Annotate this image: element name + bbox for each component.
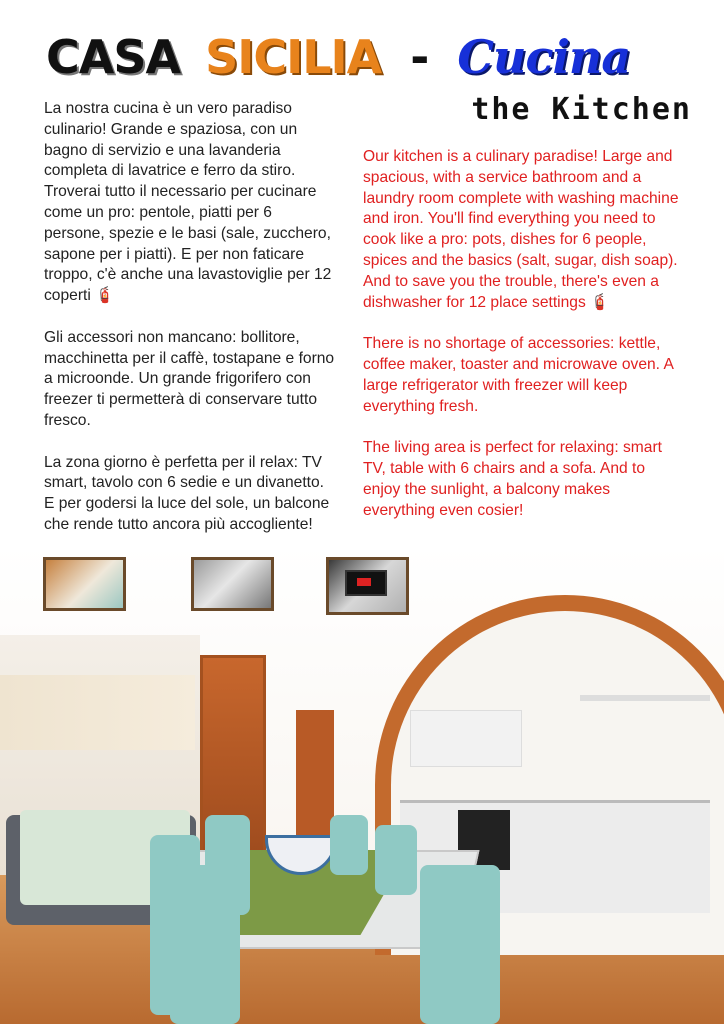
wall-painting (0, 675, 195, 750)
italian-description (44, 99, 336, 557)
page-subtitle: the Kitchen (471, 92, 692, 127)
english-paragraph-1: Our kitchen is a culinary paradise! Large and spacious, with a service bathroom and a laundry room complete with washing machine and iron. You'll find everything you need to cook like a pro: pots, dishes for 6 people, spices and the basics (salt, sugar, dish soap). And to save you the trouble, there's even a dishwasher for 12 place settings 🧯 (363, 148, 679, 311)
upper-cabinets (410, 710, 522, 767)
chair-3 (330, 815, 368, 875)
title-sicilia: SICILIA (205, 30, 382, 84)
page-title (46, 30, 706, 94)
thumbnail-kitchen[interactable] (43, 557, 126, 611)
title-cucina: Cucina (457, 30, 631, 84)
english-paragraph-3: The living area is perfect for relaxing: smart TV, table with 6 chairs and a sofa. And to enjoy the sunlight, a balcony makes everything even cosier! (363, 439, 662, 519)
chair-5 (170, 865, 240, 1024)
english-paragraph-2: There is no shortage of accessories: kettle, coffee maker, toaster and microwave oven. A large refrigerator with freezer will keep everything fresh. (363, 335, 674, 415)
italian-paragraph-2: Gli accessori non mancano: bollitore, macchinetta per il caffè, tostapane e forno a microonde. Un grande frigorifero con freezer ti permetterà di conservare tutto fresco. (44, 328, 335, 429)
italian-paragraph-1: La nostra cucina è un vero paradiso culinario! Grande e spaziosa, con un bagno di servizio e una lavanderia completa di lavatrice e ferro da stiro. Troverai tutto il necessario per cucinare come un pro: pentole, piatti per 6 persone, spezie e le basi (sale, zucchero, sapone per i piatti). E per non faticare troppo, c'è anche una lavastoviglie per 12 coperti 🧯 (44, 100, 332, 305)
thumbnail-dishwasher[interactable] (191, 557, 274, 611)
wooden-door (296, 710, 334, 840)
chair-6 (420, 865, 500, 1024)
tv-icon (345, 570, 387, 596)
kitchen-living-room-photo (0, 545, 724, 1024)
chair-4 (375, 825, 417, 895)
italian-paragraph-3: La zona giorno è perfetta per il relax: TV smart, tavolo con 6 sedie e un divanetto. E per godersi la luce del sole, un balcone che rende tutto ancora più accogliente! (44, 453, 330, 533)
title-dash: - (410, 30, 429, 84)
kitchen-shelf (580, 695, 710, 701)
title-casa: CASA (46, 30, 181, 84)
english-description (363, 147, 683, 542)
thumbnail-smart-tv[interactable] (326, 557, 409, 615)
